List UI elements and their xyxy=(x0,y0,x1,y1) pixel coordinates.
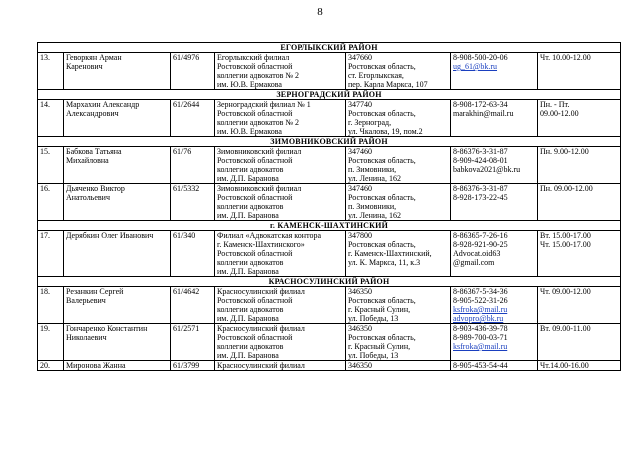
office-line: Егорлыкский филиал xyxy=(217,53,290,62)
district-title: г. КАМЕНСК-ШАХТИНСКИЙ xyxy=(38,221,621,231)
lawyer-name: Николаевич xyxy=(66,333,107,342)
hours-cell xyxy=(538,361,621,371)
address-line: пер. Карла Маркса, 107 xyxy=(348,80,428,89)
hours-line: Чт. 10.00-12.00 xyxy=(540,53,591,62)
lawyer-name: Мархахин Александр xyxy=(66,100,140,109)
contact-line: Advocat.oid63 xyxy=(453,249,501,258)
office-line: Ростовской областной xyxy=(217,249,293,258)
contact-line[interactable]: ug_61@bk.ru xyxy=(453,62,498,71)
reg-cell: 61/340 xyxy=(171,231,215,277)
address-line: ул. Чкалова, 19, пом.2 xyxy=(348,127,423,136)
address-line: ст. Егорлыкская, xyxy=(348,71,404,80)
address-cell xyxy=(346,231,451,277)
address-cell xyxy=(346,184,451,221)
contacts-cell xyxy=(451,361,538,371)
office-line: Ростовской областной xyxy=(217,333,293,342)
hours-line: Чт. 09.00-12.00 xyxy=(540,287,591,296)
contact-line: 8-909-424-08-01 xyxy=(453,156,508,165)
office-line: Филиал «Адвокатская контора xyxy=(217,231,322,240)
table-row xyxy=(38,361,621,371)
reg-cell: 61/2571 xyxy=(171,324,215,361)
contacts-cell xyxy=(451,324,538,361)
office-cell xyxy=(215,231,346,277)
num-cell: 18. xyxy=(38,287,64,324)
office-line: Ростовской областной xyxy=(217,296,293,305)
registry-body xyxy=(38,43,621,371)
hours-line: Чт. 15.00-17.00 xyxy=(540,240,591,249)
contact-line: babkova2021@bk.ru xyxy=(453,165,521,174)
num-cell: 20. xyxy=(38,361,64,371)
address-line: ул. Победы, 13 xyxy=(348,314,399,323)
district-title: КРАСНОСУЛИНСКИЙ РАЙОН xyxy=(38,277,621,287)
address-line: Ростовская область, xyxy=(348,193,416,202)
address-line: г. Красный Сулин, xyxy=(348,342,411,351)
lawyer-name: Анатольевич xyxy=(66,193,110,202)
hours-cell xyxy=(538,231,621,277)
reg-cell: 61/2644 xyxy=(171,100,215,137)
contact-line: 8-86367-5-34-36 xyxy=(453,287,508,296)
hours-line: 09.00-12.00 xyxy=(540,109,579,118)
reg-cell: 61/76 xyxy=(171,147,215,184)
hours-line: Вт. 15.00-17.00 xyxy=(540,231,591,240)
contact-line: 8-989-700-03-71 xyxy=(453,333,508,342)
num-cell: 15. xyxy=(38,147,64,184)
contact-line[interactable]: ksfroka@mail.ru xyxy=(453,305,508,314)
office-cell xyxy=(215,147,346,184)
office-line: коллегии адвокатов № 2 xyxy=(217,71,300,80)
contact-line: 8-908-172-63-34 xyxy=(453,100,508,109)
address-line: 346350 xyxy=(348,324,372,333)
page-number: 8 xyxy=(317,6,323,18)
address-line: п. Зимовники, xyxy=(348,165,397,174)
address-line: ул. К. Маркса, 11, к.3 xyxy=(348,258,421,267)
contacts-cell xyxy=(451,184,538,221)
contact-line: marakhin@mail.ru xyxy=(453,109,514,118)
contact-line: 8-928-921-90-25 xyxy=(453,240,508,249)
office-cell xyxy=(215,184,346,221)
address-line: ул. Ленина, 162 xyxy=(348,174,401,183)
district-header-row xyxy=(38,277,621,287)
office-cell xyxy=(215,361,346,371)
hours-cell xyxy=(538,100,621,137)
address-cell xyxy=(346,361,451,371)
contact-line: 8-905-453-54-44 xyxy=(453,361,508,370)
table-row xyxy=(38,100,621,137)
address-line: 347460 xyxy=(348,184,372,193)
office-line: им. Ю.В. Ермакова xyxy=(217,80,282,89)
hours-cell xyxy=(538,324,621,361)
name-cell xyxy=(64,287,171,324)
address-cell xyxy=(346,53,451,90)
address-line: 347800 xyxy=(348,231,372,240)
address-line: г. Красный Сулин, xyxy=(348,305,411,314)
office-line: Красносулинский филиал xyxy=(217,361,305,370)
office-line: им. Д.П. Баранова xyxy=(217,314,279,323)
hours-line: Пн. 9.00-12.00 xyxy=(540,147,589,156)
num-cell: 17. xyxy=(38,231,64,277)
district-header-row xyxy=(38,137,621,147)
contact-line: 8-86376-3-31-87 xyxy=(453,184,508,193)
address-line: 347740 xyxy=(348,100,372,109)
address-line: Ростовская область, xyxy=(348,296,416,305)
address-line: 347460 xyxy=(348,147,372,156)
office-line: Зимовниковский филиал xyxy=(217,184,302,193)
num-cell: 14. xyxy=(38,100,64,137)
lawyer-name: Александрович xyxy=(66,109,119,118)
contact-line: 8-905-522-31-26 xyxy=(453,296,508,305)
hours-cell xyxy=(538,287,621,324)
office-line: коллегии адвокатов xyxy=(217,165,284,174)
office-line: Ростовской областной xyxy=(217,62,293,71)
lawyer-name: Геворкян Арман xyxy=(66,53,122,62)
address-line: 346350 xyxy=(348,361,372,370)
contact-line: 8-928-173-22-45 xyxy=(453,193,508,202)
lawyer-name: Дерябкин Олег Иванович xyxy=(66,231,154,240)
office-line: Красносулинский филиал xyxy=(217,287,305,296)
table-row xyxy=(38,184,621,221)
office-line: коллегии адвокатов xyxy=(217,305,284,314)
table-row xyxy=(38,53,621,90)
address-line: Ростовская область, xyxy=(348,62,416,71)
address-line: Ростовская область, xyxy=(348,156,416,165)
contact-line: 8-908-500-20-06 xyxy=(453,53,508,62)
address-cell xyxy=(346,100,451,137)
office-cell xyxy=(215,324,346,361)
lawyer-name: Гончаренко Константин xyxy=(66,324,148,333)
address-line: 346350 xyxy=(348,287,372,296)
address-line: Ростовская область, xyxy=(348,333,416,342)
hours-line: Пн. 09.00-12.00 xyxy=(540,184,593,193)
num-cell: 16. xyxy=(38,184,64,221)
address-cell xyxy=(346,287,451,324)
lawyer-name: Михайловна xyxy=(66,156,109,165)
hours-line: Вт. 09.00-11.00 xyxy=(540,324,591,333)
lawyer-name: Резанкин Сергей xyxy=(66,287,124,296)
office-line: коллегии адвокатов xyxy=(217,258,284,267)
address-line: Ростовская область, xyxy=(348,240,416,249)
lawyer-registry-table xyxy=(37,42,621,371)
office-line: им. Д.П. Баранова xyxy=(217,351,279,360)
office-line: Ростовской областной xyxy=(217,193,293,202)
district-title: ЗИМОВНИКОВСКИЙ РАЙОН xyxy=(38,137,621,147)
office-line: коллегии адвокатов № 2 xyxy=(217,118,300,127)
lawyer-name: Валерьевич xyxy=(66,296,106,305)
office-cell xyxy=(215,53,346,90)
table-row xyxy=(38,231,621,277)
name-cell xyxy=(64,100,171,137)
office-line: Красносулинский филиал xyxy=(217,324,305,333)
num-cell: 13. xyxy=(38,53,64,90)
address-line: п. Зимовники, xyxy=(348,202,397,211)
table-row xyxy=(38,147,621,184)
address-line: ул. Ленина, 162 xyxy=(348,211,401,220)
office-line: Зимовниковский филиал xyxy=(217,147,302,156)
reg-cell: 61/4976 xyxy=(171,53,215,90)
name-cell xyxy=(64,361,171,371)
district-title: ЕГОРЛЫКСКИЙ РАЙОН xyxy=(38,43,621,53)
contacts-cell xyxy=(451,147,538,184)
office-cell xyxy=(215,100,346,137)
contact-line: 8-86365-7-26-16 xyxy=(453,231,508,240)
reg-cell: 61/3799 xyxy=(171,361,215,371)
lawyer-name: Бабкова Татьяна xyxy=(66,147,122,156)
office-line: им. Д.П. Баранова xyxy=(217,211,279,220)
contact-line[interactable]: advopro@bk.ru xyxy=(453,314,504,323)
office-line: коллегии адвокатов xyxy=(217,202,284,211)
address-cell xyxy=(346,324,451,361)
district-header-row xyxy=(38,90,621,100)
district-title: ЗЕРНОГРАДСКИЙ РАЙОН xyxy=(38,90,621,100)
reg-cell: 61/5332 xyxy=(171,184,215,221)
office-line: им. Ю.В. Ермакова xyxy=(217,127,282,136)
name-cell xyxy=(64,324,171,361)
contacts-cell xyxy=(451,231,538,277)
address-cell xyxy=(346,147,451,184)
name-cell xyxy=(64,147,171,184)
contacts-cell xyxy=(451,100,538,137)
num-cell: 19. xyxy=(38,324,64,361)
address-line: г. Каменск-Шахтинский, xyxy=(348,249,432,258)
name-cell xyxy=(64,231,171,277)
contact-line: 8-903-436-39-78 xyxy=(453,324,508,333)
table-row xyxy=(38,287,621,324)
contacts-cell xyxy=(451,287,538,324)
contacts-cell xyxy=(451,53,538,90)
hours-line: Чт.14.00-16.00 xyxy=(540,361,589,370)
office-line: им. Д.П. Баранова xyxy=(217,174,279,183)
hours-cell xyxy=(538,53,621,90)
lawyer-name: Каренович xyxy=(66,62,103,71)
office-line: Зерноградский филиал № 1 xyxy=(217,100,311,109)
contact-line: 8-86376-3-31-87 xyxy=(453,147,508,156)
name-cell xyxy=(64,184,171,221)
address-line: г. Зерноград, xyxy=(348,118,392,127)
hours-cell xyxy=(538,147,621,184)
office-line: коллегии адвокатов xyxy=(217,342,284,351)
lawyer-name: Миронова Жанна xyxy=(66,361,126,370)
reg-cell: 61/4642 xyxy=(171,287,215,324)
name-cell xyxy=(64,53,171,90)
contact-line: @gmail.com xyxy=(453,258,495,267)
address-line: Ростовская область, xyxy=(348,109,416,118)
office-cell xyxy=(215,287,346,324)
office-line: г. Каменск-Шахтинского» xyxy=(217,240,305,249)
hours-cell xyxy=(538,184,621,221)
district-header-row xyxy=(38,221,621,231)
hours-line: Пн. - Пт. xyxy=(540,100,570,109)
office-line: им. Д.П. Баранова xyxy=(217,267,279,276)
address-line: ул. Победы, 13 xyxy=(348,351,399,360)
contact-line[interactable]: ksfroka@mail.ru xyxy=(453,342,508,351)
table-row xyxy=(38,324,621,361)
address-line: 347660 xyxy=(348,53,372,62)
lawyer-name: Дьяченко Виктор xyxy=(66,184,125,193)
office-line: Ростовской областной xyxy=(217,156,293,165)
office-line: Ростовской областной xyxy=(217,109,293,118)
district-header-row xyxy=(38,43,621,53)
